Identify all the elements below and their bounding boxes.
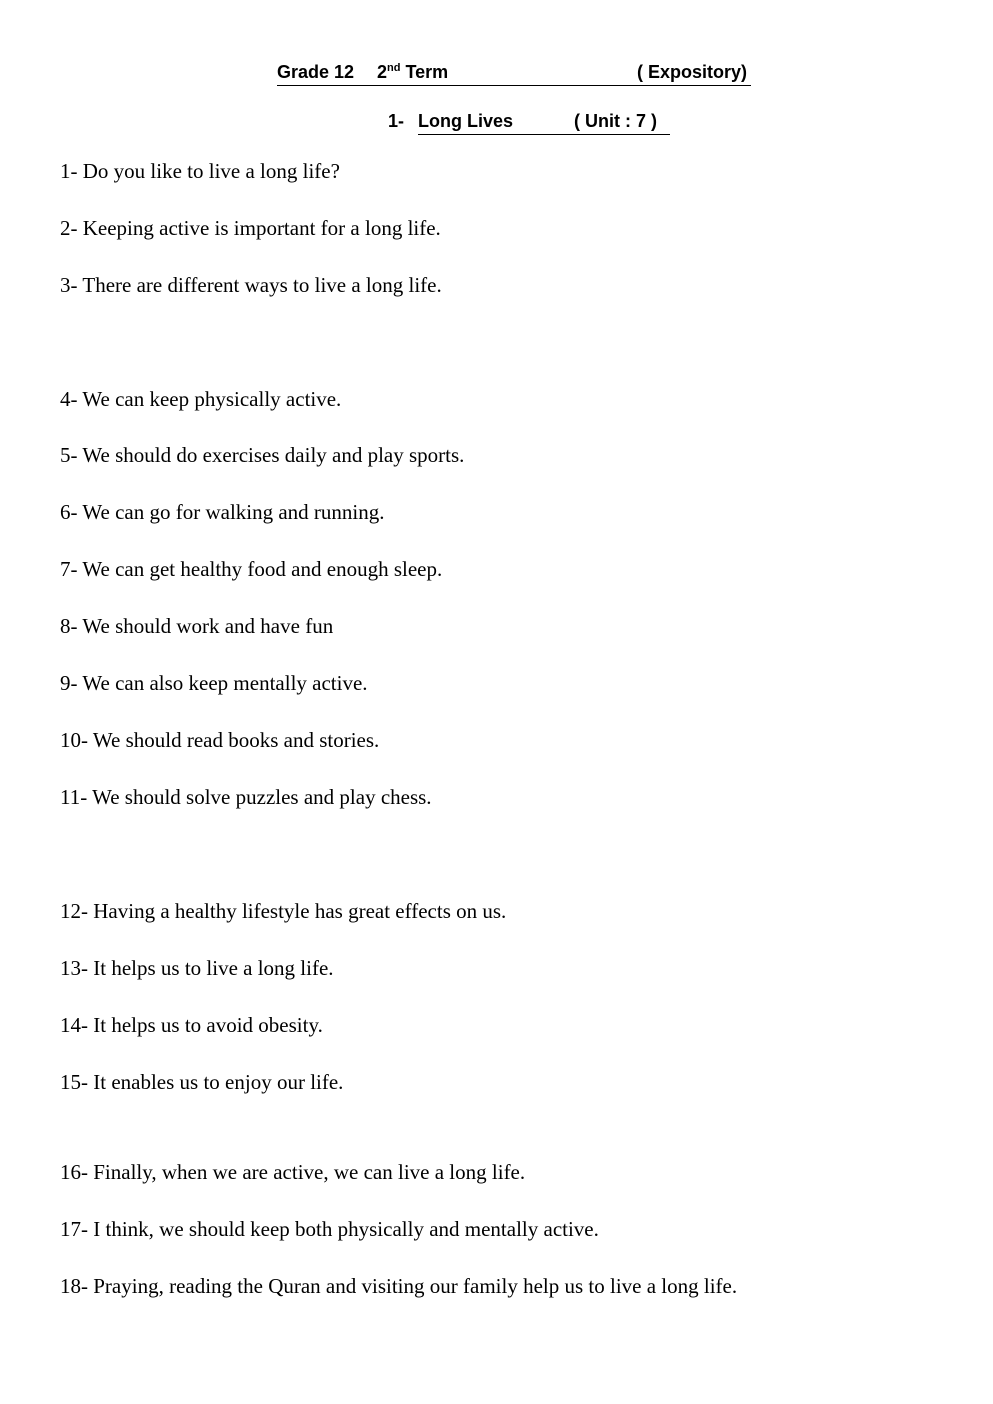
sentence-item: 2- Keeping active is important for a long life.	[60, 216, 441, 240]
term-number: 2	[377, 62, 388, 82]
sentence-item: 8- We should work and have fun	[60, 614, 334, 638]
sentence-item: 3- There are different ways to live a long life.	[60, 273, 442, 297]
sentence-item: 5- We should do exercises daily and play sports.	[60, 443, 465, 467]
sentence-item: 7- We can get healthy food and enough sleep.	[60, 557, 443, 581]
lesson-number: 1-	[388, 111, 405, 131]
sentence-item: 17- I think, we should keep both physically and mentally active.	[60, 1217, 599, 1241]
sentence-item: 1- Do you like to live a long life?	[60, 159, 340, 183]
unit-label: ( Unit : 7 )	[574, 111, 657, 131]
lesson-underline	[418, 134, 670, 135]
lesson-heading	[388, 111, 678, 137]
sentence-item: 18- Praying, reading the Quran and visiting our family help us to live a long life.	[60, 1274, 738, 1298]
sentence-item: 9- We can also keep mentally active.	[60, 671, 368, 695]
sentence-item: 16- Finally, when we are active, we can live a long life.	[60, 1160, 526, 1184]
sentence-item: 6- We can go for walking and running.	[60, 500, 385, 524]
sentence-item: 11- We should solve puzzles and play chess.	[60, 785, 432, 809]
term-word: Term	[405, 62, 449, 82]
term-label	[377, 62, 448, 83]
term-suffix: nd	[387, 62, 401, 74]
lesson-title: Long Lives	[418, 111, 514, 131]
header-underline	[277, 85, 751, 86]
sentence-item: 15- It enables us to enjoy our life.	[60, 1070, 344, 1094]
sentence-item: 13- It helps us to live a long life.	[60, 956, 334, 980]
writing-type-label: ( Expository)	[637, 62, 748, 82]
grade-label: Grade 12	[277, 62, 355, 82]
sentence-item: 4- We can keep physically active.	[60, 387, 342, 411]
sentence-item: 10- We should read books and stories.	[60, 728, 380, 752]
sentence-item: 14- It helps us to avoid obesity.	[60, 1013, 323, 1037]
sentence-item: 12- Having a healthy lifestyle has great effects on us.	[60, 899, 507, 923]
worksheet-header	[277, 62, 751, 88]
